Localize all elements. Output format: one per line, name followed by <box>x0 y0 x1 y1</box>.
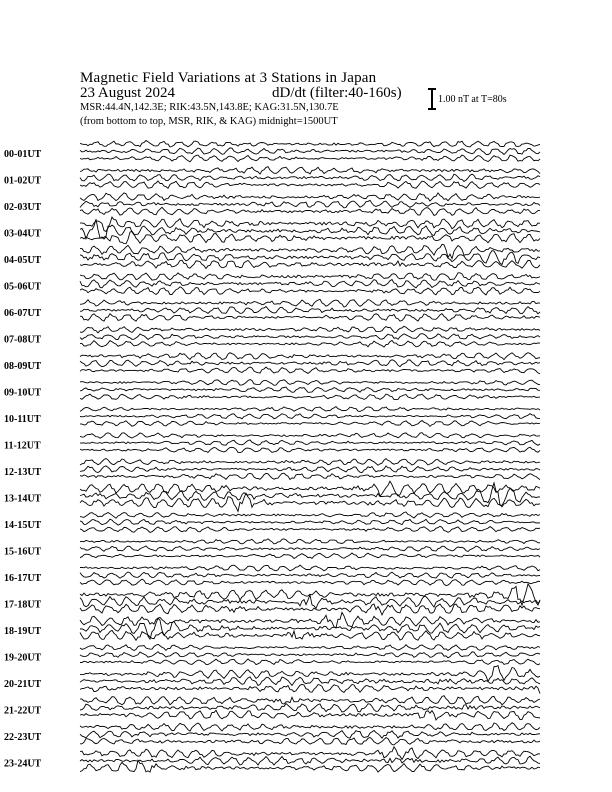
trace-msr <box>80 260 540 268</box>
trace-rik <box>80 546 540 552</box>
station-traces <box>80 141 540 773</box>
trace-rik <box>80 595 540 608</box>
hour-label: 19-20UT <box>4 652 42 664</box>
trace-msr <box>80 737 540 745</box>
trace-rik <box>80 731 540 739</box>
hour-label: 04-05UT <box>4 255 42 266</box>
trace-msr <box>80 553 540 558</box>
hour-label: 20-21UT <box>4 679 42 690</box>
hour-label: 00-01UT <box>4 149 42 160</box>
trace-msr <box>80 367 540 374</box>
trace-rik <box>80 466 540 473</box>
trace-rik <box>80 572 540 578</box>
scale-label: 1.00 nT at T=80s <box>438 94 507 105</box>
hour-label: 16-17UT <box>4 573 42 584</box>
trace-kag <box>80 407 540 412</box>
hour-label: 11-12UT <box>4 440 41 452</box>
hour-label: 23-24UT <box>4 758 42 770</box>
chart-date: 23 August 2024 <box>80 85 176 101</box>
trace-msr <box>80 630 540 640</box>
trace-kag <box>80 747 540 760</box>
trace-rik <box>80 200 540 208</box>
hour-label: 21-22UT <box>4 705 42 717</box>
hour-label: 22-23UT <box>4 732 42 743</box>
hour-label: 13-14UT <box>4 493 42 505</box>
trace-rik <box>80 174 540 181</box>
trace-kag <box>80 141 540 148</box>
chart-quantity: dD/dt (filter:40-160s) <box>272 85 402 101</box>
hour-label: 07-08UT <box>4 334 42 346</box>
trace-rik <box>80 440 540 445</box>
trace-kag <box>80 273 540 281</box>
hour-label: 15-16UT <box>4 546 42 558</box>
trace-msr <box>80 394 540 400</box>
trace-msr <box>80 473 540 480</box>
trace-msr <box>80 231 540 243</box>
trace-msr <box>80 659 540 665</box>
hour-label: 03-04UT <box>4 228 42 240</box>
trace-rik <box>80 307 540 314</box>
trace-kag <box>80 326 540 333</box>
trace-kag <box>80 217 540 231</box>
hour-label: 06-07UT <box>4 308 42 319</box>
trace-kag <box>80 539 540 544</box>
trace-rik <box>80 519 540 525</box>
trace-rik <box>80 148 540 155</box>
trace-rik <box>80 414 540 419</box>
trace-msr <box>80 314 540 321</box>
hour-label: 17-18UT <box>4 599 42 611</box>
trace-kag <box>80 459 540 466</box>
trace-rik <box>80 756 540 765</box>
trace-msr <box>80 579 540 585</box>
trace-msr <box>80 155 540 162</box>
trace-kag <box>80 299 540 307</box>
trace-rik <box>80 360 540 367</box>
trace-kag <box>80 696 540 705</box>
trace-kag <box>80 644 540 650</box>
trace-msr <box>80 684 540 693</box>
chart-title: Magnetic Field Variations at 3 Stations in Japan <box>80 70 377 86</box>
trace-msr <box>80 207 540 215</box>
hour-label: 14-15UT <box>4 520 42 531</box>
hour-label: 08-09UT <box>4 361 42 372</box>
trace-rik <box>80 652 540 658</box>
trace-rik <box>80 704 540 713</box>
hour-label: 09-10UT <box>4 387 42 399</box>
trace-kag <box>80 167 540 174</box>
trace-msr <box>80 604 540 615</box>
trace-kag <box>80 666 540 682</box>
hour-label: 10-11UT <box>4 414 41 425</box>
trace-kag <box>80 433 540 439</box>
hour-label: 05-06UT <box>4 281 42 293</box>
hour-label: 12-13UT <box>4 467 42 478</box>
trace-msr <box>80 447 540 452</box>
trace-rik <box>80 251 540 265</box>
trace-kag <box>80 353 540 360</box>
trace-msr <box>80 181 540 189</box>
trace-rik <box>80 387 540 392</box>
hour-label: 18-19UT <box>4 626 42 637</box>
trace-kag <box>80 193 540 201</box>
station-order-note: (from bottom to top, MSR, RIK, & KAG) midnight=1500UT <box>80 116 338 127</box>
trace-msr <box>80 421 540 427</box>
trace-msr <box>80 341 540 348</box>
hour-label: 01-02UT <box>4 175 42 187</box>
station-coordinates: MSR:44.4N,142.3E; RIK:43.5N,143.8E; KAG:31.5N,130.7E <box>80 102 339 113</box>
trace-msr <box>80 287 540 295</box>
trace-rik <box>80 677 540 686</box>
trace-kag <box>80 584 540 605</box>
trace-rik <box>80 334 540 340</box>
trace-kag <box>80 380 540 386</box>
hour-labels <box>4 149 42 770</box>
trace-kag <box>80 565 540 571</box>
hour-label: 02-03UT <box>4 202 42 213</box>
trace-msr <box>80 526 540 532</box>
trace-rik <box>80 280 540 288</box>
trace-kag <box>80 512 540 518</box>
trace-kag <box>80 723 540 731</box>
